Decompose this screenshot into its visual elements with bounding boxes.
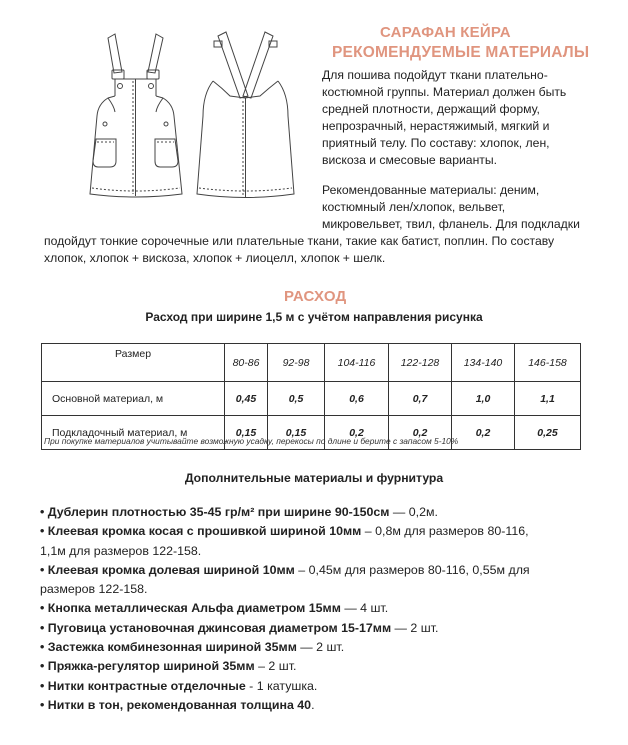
text-line: костюмной группы. Материал должен быть <box>322 85 567 99</box>
intro-paragraph-2 <box>322 182 622 233</box>
item-detail: – 0,8м для размеров 80-116, <box>361 524 529 539</box>
extras-heading: Дополнительные материалы и фурнитура <box>184 471 444 485</box>
pinafore-sketch <box>70 26 315 226</box>
item-name: Клеевая кромка косая с прошивкой шириной 10мм <box>47 524 362 539</box>
table-cell: 1,1 <box>515 382 581 416</box>
intro-paragraph-2-continued <box>44 233 624 267</box>
item-detail: размеров 122-158. <box>40 582 148 597</box>
table-cell: 0,7 <box>389 382 452 416</box>
item-detail: - 1 катушка. <box>245 678 318 693</box>
list-item <box>40 696 620 715</box>
bullet: • <box>40 505 45 519</box>
text-line: микровельвет, твил, фланель. Для подкладки <box>322 217 580 231</box>
item-name: Клеевая кромка долевая шириной 10мм <box>47 562 295 577</box>
table-cell: 0,2 <box>389 416 452 450</box>
list-item <box>40 657 620 676</box>
extras-list <box>40 503 620 715</box>
table-cell: 0,6 <box>325 382 389 416</box>
item-detail: 1,1м для размеров 122-158. <box>40 543 202 558</box>
item-name: Нитки контрастные отделочные <box>47 678 246 693</box>
list-item <box>40 503 620 522</box>
table-cell: 0,45 <box>225 382 268 416</box>
size-header: 104-116 <box>325 344 389 382</box>
bullet: • <box>40 697 45 712</box>
item-name: Дублерин плотностью 35-45 гр/м² при ширине 90-150см <box>47 505 390 519</box>
table-cell: 0,5 <box>268 382 325 416</box>
list-item <box>40 561 620 580</box>
row-label: Основной материал, м <box>42 382 225 416</box>
text-line: Для пошива подойдут ткани плательно- <box>322 68 548 82</box>
table-cell: 1,0 <box>452 382 515 416</box>
item-detail: — 2 шт. <box>391 620 439 635</box>
item-name: Нитки в тон, рекомендованная толщина 40 <box>47 697 312 712</box>
item-name: Кнопка металлическая Альфа диаметром 15мм <box>47 601 341 616</box>
bullet: • <box>40 640 45 655</box>
item-detail: — 2 шт. <box>296 640 345 655</box>
item-name: Пуговица установочная джинсовая диаметром 15-17мм <box>47 620 392 635</box>
item-detail: . <box>311 697 315 712</box>
list-item <box>40 599 620 618</box>
table-cell: 0,15 <box>268 416 325 450</box>
list-item <box>40 677 620 696</box>
size-header: 92-98 <box>268 344 325 382</box>
table-row <box>42 382 581 416</box>
text-line: подойдут тонкие сорочечные или плательные ткани, такие как батист, поплин. По составу <box>44 234 555 248</box>
size-header: 146-158 <box>515 344 581 382</box>
table-corner-cell: Размер <box>42 344 225 382</box>
purchase-note: При покупке материалов учитывайте возможную усадку, перекосы по длине и берите с запасом 5-10% <box>44 436 459 446</box>
back-view <box>197 32 294 198</box>
item-detail: — 4 шт. <box>340 601 389 616</box>
list-item <box>40 619 620 638</box>
text-line: приятный телу. По составу: хлопок, лен, <box>322 136 550 150</box>
table-cell: 0,15 <box>225 416 268 450</box>
list-item-continuation <box>40 542 620 561</box>
item-detail: — 0,2м. <box>389 505 438 519</box>
row-label: Подкладочный материал, м <box>42 416 225 450</box>
bullet: • <box>40 659 45 674</box>
consumption-subtitle: Расход при ширине 1,5 м с учётом направления рисунка <box>145 310 483 324</box>
bullet: • <box>40 620 45 635</box>
list-item <box>40 522 620 541</box>
size-header: 134-140 <box>452 344 515 382</box>
size-header: 80-86 <box>225 344 268 382</box>
table-cell: 0,25 <box>515 416 581 450</box>
size-header: 122-128 <box>389 344 452 382</box>
intro-paragraph-1 <box>322 67 622 169</box>
item-detail: – 2 шт. <box>254 659 297 674</box>
text-line: вискоза и смесовые варианты. <box>322 153 498 167</box>
text-line: хлопок, хлопок + вискоза, хлопок + лиоцелл, хлопок + шелк. <box>44 251 386 265</box>
table-header-row <box>42 344 581 382</box>
bullet: • <box>40 524 45 539</box>
bullet: • <box>40 601 45 616</box>
page-title: САРАФАН КЕЙРА <box>380 24 511 41</box>
consumption-table <box>41 343 581 450</box>
list-item-continuation <box>40 580 620 599</box>
table-cell: 0,2 <box>325 416 389 450</box>
text-line: средней плотности, держащий форму, <box>322 102 540 116</box>
item-name: Пряжка-регулятор шириной 35мм <box>47 659 255 674</box>
table-cell: 0,2 <box>452 416 515 450</box>
item-detail: – 0,45м для размеров 80-116, 0,55м для <box>294 562 530 577</box>
text-line: непрозрачный, нерастяжимый, мягкий и <box>322 119 550 133</box>
bullet: • <box>40 562 45 577</box>
front-view <box>90 34 182 197</box>
text-line: костюмный лен/хлопок, вельвет, <box>322 200 506 214</box>
consumption-heading: РАСХОД <box>284 288 347 305</box>
materials-heading: РЕКОМЕНДУЕМЫЕ МАТЕРИАЛЫ <box>332 44 590 61</box>
item-name: Застежка комбинезонная шириной 35мм <box>47 640 297 655</box>
bullet: • <box>40 678 45 693</box>
text-line: Рекомендованные материалы: деним, <box>322 183 540 197</box>
list-item <box>40 638 620 657</box>
